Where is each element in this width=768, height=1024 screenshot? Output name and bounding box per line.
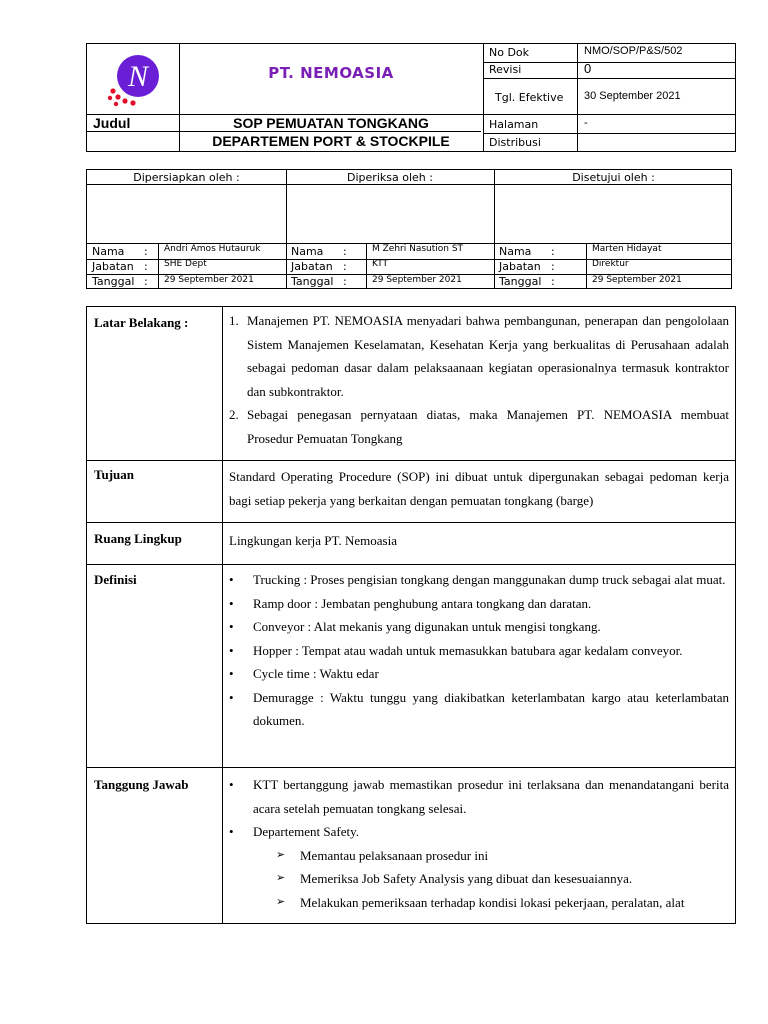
tgl-efektif-label: Tgl. Efektive: [495, 91, 564, 104]
tanggal-label: Tanggal :: [92, 275, 148, 288]
arrow-icon: ➢: [276, 848, 286, 861]
latar-item-1: Manajemen PT. NEMOASIA menyadari bahwa pembangunan, penerapan dan pengololaan Sistem Manajemen Keselamatan, Kesehatan Kerja yang berkualitas di Perusahaan adalah sebagai pedoman dasar dalam pelaksaanaan kegiatan operasionalnya termasuk kontraktor dan subkontraktor.: [247, 313, 729, 399]
revisi-value: 0: [584, 61, 592, 76]
list-subitem: ➢ Melakukan pemeriksaan terhadap kondisi lokasi pekerjaan, peralatan, alat: [229, 891, 729, 915]
latar-belakang-label: Latar Belakang :: [94, 315, 189, 330]
halaman-label: Halaman: [489, 118, 539, 131]
nama-label: Nama :: [291, 245, 347, 258]
doc-no-label: No Dok: [489, 46, 530, 59]
definisi-list: [229, 568, 729, 733]
logo-letter: N: [127, 60, 149, 93]
list-subitem: ➢ Memantau pelaksanaan prosedur ini: [229, 844, 729, 868]
list-item: • Trucking : Proses pengisian tongkang dengan manggunakan dump truck sebagai alat muat.: [229, 572, 726, 587]
list-subitem: ➢ Memeriksa Job Safety Analysis yang dibuat dan kesesuaiannya.: [229, 867, 729, 891]
tanggung-jawab-list: [229, 773, 729, 914]
list-item: • Conveyor : Alat mekanis yang digunakan untuk mengisi tongkang.: [229, 619, 601, 634]
prepared-by-heading: Dipersiapkan oleh :: [133, 171, 240, 184]
tujuan-label: Tujuan: [94, 467, 134, 482]
ruang-lingkup-label: Ruang Lingkup: [94, 531, 182, 546]
prepared-tanggal: 29 September 2021: [164, 275, 254, 285]
latar-item-2: Sebagai penegasan pernyataan diatas, maka Manajemen PT. NEMOASIA membuat Prosedur Pemuatan Tongkang: [247, 407, 729, 446]
approved-jabatan: Direktur: [592, 259, 629, 269]
checked-nama: M Zehri Nasution ST: [372, 244, 464, 254]
judul-label: Judul: [93, 115, 131, 131]
list-item: • Departement Safety.: [229, 824, 359, 839]
tanggal-label: Tanggal :: [291, 275, 347, 288]
list-item: • Hopper : Tempat atau wadah untuk memasukkan batubara agar kedalam conveyor.: [229, 642, 683, 658]
nama-label: Nama :: [499, 245, 555, 258]
list-item: • KTT bertanggung jawab memastikan prosedur ini terlaksana dan menandatangani berita acara setelah pemuatan tongkang selesai.: [229, 777, 729, 816]
ruang-lingkup-text: Lingkungan kerja PT. Nemoasia: [229, 533, 397, 548]
revisi-label: Revisi: [489, 63, 522, 76]
jabatan-label: Jabatan :: [92, 260, 148, 273]
prepared-jabatan: SHE Dept: [164, 259, 207, 269]
company-name: PT. NEMOASIA: [268, 64, 394, 82]
sop-content-table: [86, 306, 736, 924]
title-line-2: DEPARTEMEN PORT & STOCKPILE: [212, 133, 450, 149]
tanggung-jawab-label: Tanggung Jawab: [94, 777, 189, 792]
prepared-nama: Andri Amos Hutauruk: [164, 244, 261, 254]
document-header: [86, 43, 736, 152]
distribusi-label: Distribusi: [489, 136, 541, 149]
checked-tanggal: 29 September 2021: [372, 275, 462, 285]
definisi-label: Definisi: [94, 572, 137, 587]
latar-belakang-text: 1. Manajemen PT. NEMOASIA menyadari bahwa pembangunan, penerapan dan pengololaan Sistem Manajemen Keselamatan, Kesehatan Kerja yang berkualitas di Perusahaan adalah sebagai pedoman dasar dalam pelaksaanaan kegiatan operasionalnya termasuk kontraktor dan subkontraktor. 2. Sebagai penegasan pernyataan diatas, maka Manajemen PT. NEMOASIA membuat Prosedur Pemuatan Tongkang: [229, 313, 729, 446]
list-item: • Ramp door : Jembatan penghubung antara tongkang dan daratan.: [229, 595, 592, 611]
approval-table: [86, 169, 732, 289]
halaman-value: -: [584, 117, 588, 129]
list-item: • Cycle time : Waktu edar: [229, 666, 379, 681]
jabatan-label: Jabatan :: [291, 260, 347, 273]
title-line-1: SOP PEMUATAN TONGKANG: [233, 115, 429, 131]
checked-jabatan: KTT: [372, 259, 389, 269]
arrow-icon: ➢: [276, 895, 286, 908]
jabatan-label: Jabatan :: [499, 260, 555, 273]
arrow-icon: ➢: [276, 872, 286, 884]
approved-by-heading: Disetujui oleh :: [572, 171, 655, 184]
tanggal-label: Tanggal :: [499, 275, 555, 288]
company-logo: [105, 50, 165, 110]
tgl-efektif-value: 30 September 2021: [584, 90, 681, 102]
nama-label: Nama :: [92, 245, 148, 258]
approved-tanggal: 29 September 2021: [592, 275, 682, 285]
list-item: • Demuragge : Waktu tunggu yang diakibatkan keterlambatan kargo atau keterlambatan dokumen.: [229, 689, 729, 728]
tujuan-text: Standard Operating Procedure (SOP) ini dibuat untuk dipergunakan sebagai pedoman kerja bagi setiap pekerja yang berkaitan dengan pemuatan tongkang (barge): [229, 469, 729, 508]
approved-nama: Marten Hidayat: [592, 244, 662, 254]
doc-no-value: NMO/SOP/P&S/502: [584, 45, 683, 57]
checked-by-heading: Diperiksa oleh :: [347, 171, 433, 184]
